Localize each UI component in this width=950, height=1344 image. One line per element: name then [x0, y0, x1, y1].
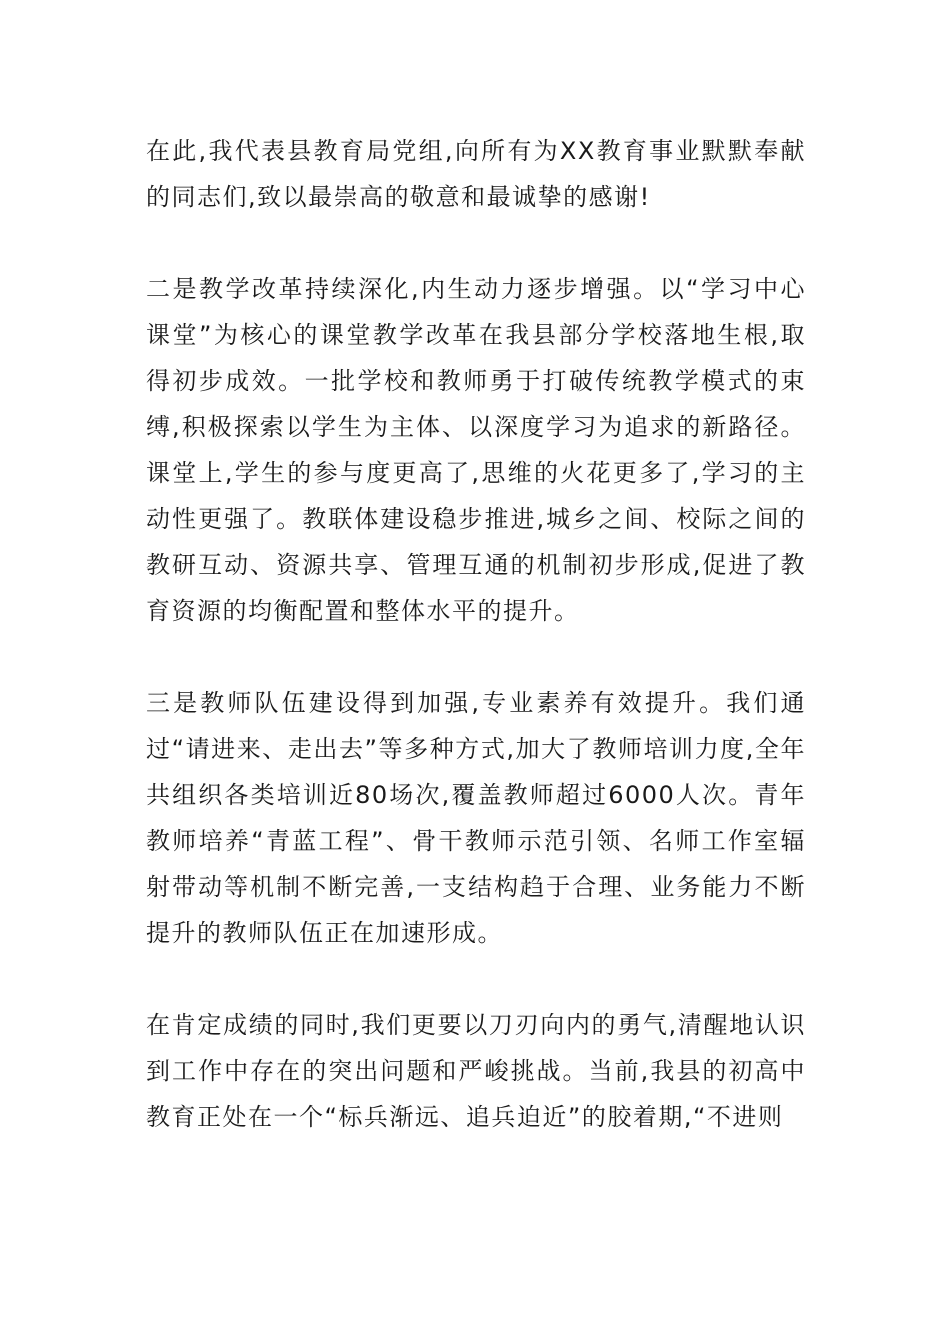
paragraph-teaching-reform: 二是教学改革持续深化,内生动力逐步增强。以“学习中心课堂”为核心的课堂教学改革在我县部分学校落地生根,取得初步成效。一批学校和教师勇于打破传统教学模式的束缚,积极探索以学生为主体、以深度学习为追求的新路径。课堂上,学生的参与度更高了,思维的火花更多了,学习的主动性更强了。教联体建设稳步推进,城乡之间、校际之间的教研互动、资源共享、管理互通的机制初步形成,促进了教育资源的均衡配置和整体水平的提升。	[146, 275, 806, 625]
paragraph-thanks: 在此,我代表县教育局党组,向所有为XX教育事业默默奉献的同志们,致以最崇高的敬意和最诚挚的感谢!	[146, 137, 806, 211]
document-body	[146, 128, 806, 1186]
paragraph-teacher-team: 三是教师队伍建设得到加强,专业素养有效提升。我们通过“请进来、走出去”等多种方式,加大了教师培训力度,全年共组织各类培训近80场次,覆盖教师超过6000人次。青年教师培养“青蓝工程”、骨干教师示范引领、名师工作室辐射带动等机制不断完善,一支结构趋于合理、业务能力不断提升的教师队伍正在加速形成。	[146, 689, 806, 947]
paragraph-challenges: 在肯定成绩的同时,我们更要以刀刃向内的勇气,清醒地认识到工作中存在的突出问题和严峻挑战。当前,我县的初高中教育正处在一个“标兵渐远、追兵迫近”的胶着期,“不进则	[146, 1011, 806, 1131]
